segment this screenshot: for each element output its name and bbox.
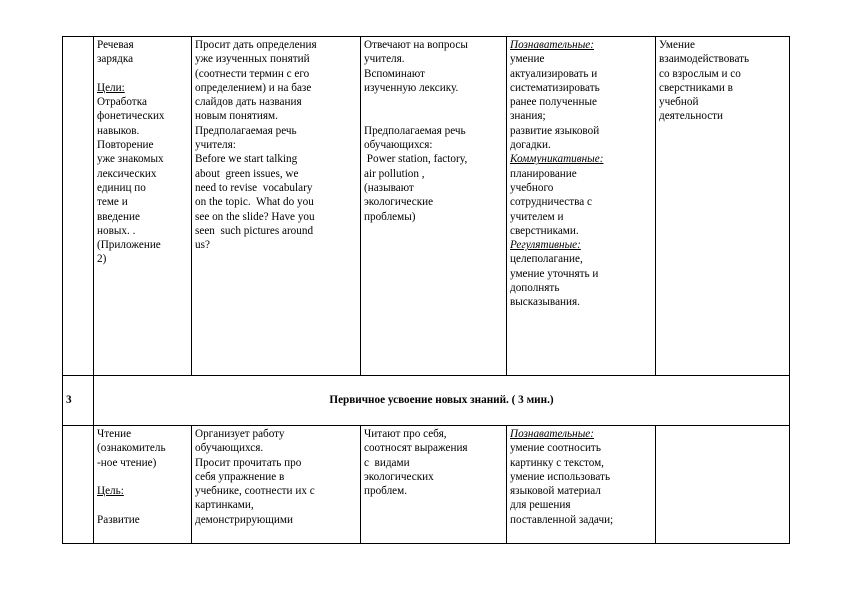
text-line: ранее полученные: [510, 96, 597, 109]
stage-number-cell: [63, 376, 94, 426]
text-line: единиц по: [97, 181, 146, 194]
text-line: догадки.: [510, 139, 551, 152]
text-line: с видами: [364, 456, 410, 469]
text-line: навыков.: [97, 124, 140, 137]
personal-results-cell: [656, 37, 790, 376]
uud-cognitive-label: Познавательные:: [510, 428, 594, 440]
text-line: учебной: [659, 96, 699, 109]
text-line: новым понятиям.: [195, 110, 278, 123]
text-line: зарядка: [97, 53, 134, 66]
text-line: лексических: [97, 167, 157, 180]
row-number-cell: [63, 37, 94, 376]
text-line: on the topic. What do you: [195, 196, 314, 209]
text-line: слайдов дать названия: [195, 96, 302, 109]
text-line: Power station, factory,: [364, 153, 468, 166]
teacher-activity-cell: [192, 37, 361, 376]
text-line: [97, 67, 188, 81]
text-line: us?: [195, 239, 210, 252]
uud-cognitive-text: [510, 441, 652, 527]
text-line: умение соотносить: [510, 442, 601, 455]
text-line: для решения: [510, 499, 571, 512]
lesson-plan-table: [62, 36, 790, 544]
uud-cell: [507, 426, 656, 544]
text-line: умение использовать: [510, 470, 611, 483]
text-line: Отработка: [97, 96, 147, 109]
text-line: учителя:: [195, 139, 236, 152]
student-activity-cell: [361, 37, 507, 376]
text-line: новых. .: [97, 224, 136, 237]
text-line: about green issues, we: [195, 167, 299, 180]
text-line: [97, 498, 188, 512]
text-line: целеполагание,: [510, 253, 583, 266]
uud-cell: [507, 37, 656, 376]
text-line: уже знакомых: [97, 153, 164, 166]
text-line: seen such pictures around: [195, 224, 314, 237]
text-line: [97, 470, 188, 484]
text-line: фонетических: [97, 110, 165, 123]
text-line: обучающихся.: [195, 442, 264, 455]
text-line: умение уточнять и: [510, 267, 599, 280]
table-row-speech-warmup: [63, 37, 790, 376]
text-line: уже изученных понятий: [195, 53, 310, 66]
text-line: поставленной задачи;: [510, 513, 614, 526]
text-line: введение: [97, 210, 140, 223]
text-line: сотрудничества с: [510, 196, 593, 209]
text-line: проблем.: [364, 485, 408, 498]
text-line: проблемы): [364, 210, 416, 223]
uud-communicative-text: [510, 167, 652, 238]
row-number-cell: [63, 426, 94, 544]
stage-cell: [94, 426, 192, 544]
text-line: экологические: [364, 196, 434, 209]
text-line: -ное чтение): [97, 456, 157, 469]
text-line: Умение: [659, 39, 695, 51]
text-line: со взрослым и со: [659, 67, 741, 80]
text-line: Before we start talking: [195, 153, 298, 166]
text-line: учебного: [510, 181, 554, 194]
text-line: учителем и: [510, 210, 564, 223]
text-line: изученную лексику.: [364, 81, 459, 94]
text-line: определением) и на базе: [195, 81, 312, 94]
text-line: [364, 109, 503, 123]
stage-title-cell: [94, 376, 790, 426]
text-line: (Приложение: [97, 239, 161, 252]
text-line: Читают про себя,: [364, 428, 447, 440]
text-line: языковой материал: [510, 485, 601, 498]
text-line: Цель:: [97, 485, 124, 498]
text-line: планирование: [510, 167, 577, 180]
uud-cognitive-label: Познавательные:: [510, 39, 594, 51]
stage-title: Первичное усвоение новых знаний. ( 3 мин.): [329, 394, 554, 407]
text-line: [364, 95, 503, 109]
text-line: (называют: [364, 181, 414, 194]
text-line: демонстрирующими: [195, 513, 293, 526]
text-line: актуализировать и: [510, 67, 598, 80]
text-line: Вспоминают: [364, 67, 425, 80]
text-line: высказывания.: [510, 296, 580, 309]
text-line: Речевая: [97, 39, 134, 51]
text-line: see on the slide? Have you: [195, 210, 315, 223]
text-line: соотносят выражения: [364, 442, 468, 455]
text-line: себя упражнение в: [195, 470, 285, 483]
text-line: Просит прочитать про: [195, 456, 302, 469]
text-line: Повторение: [97, 139, 154, 152]
text-line: Организует работу: [195, 428, 285, 440]
text-line: need to revise vocabulary: [195, 181, 313, 194]
text-line: Развитие: [97, 513, 140, 526]
text-line: систематизировать: [510, 81, 600, 94]
text-line: Цели:: [97, 81, 125, 94]
text-line: учебнике, соотнести их с: [195, 485, 315, 498]
text-line: Предполагаемая речь: [195, 124, 297, 137]
text-line: сверстниками.: [510, 224, 579, 237]
table-row-stage-header: [63, 376, 790, 426]
text-line: картинками,: [195, 499, 254, 512]
text-line: экологических: [364, 470, 434, 483]
table-row-reading: [63, 426, 790, 544]
text-line: Просит дать определения: [195, 39, 317, 51]
text-line: теме и: [97, 196, 128, 209]
text-line: 2): [97, 253, 107, 266]
text-line: (ознакомитель: [97, 442, 166, 455]
text-line: картинку с текстом,: [510, 456, 604, 469]
text-line: умение: [510, 53, 545, 66]
text-line: развитие языковой: [510, 124, 600, 137]
personal-results-cell: [656, 426, 790, 544]
uud-regulative-text: [510, 252, 652, 309]
stage-cell: [94, 37, 192, 376]
text-line: взаимодействовать: [659, 53, 750, 66]
text-line: дополнять: [510, 282, 560, 295]
text-line: обучающихся:: [364, 139, 433, 152]
uud-regulative-label: Регулятивные:: [510, 239, 581, 252]
text-line: Чтение: [97, 428, 132, 440]
student-activity-cell: [361, 426, 507, 544]
text-line: деятельности: [659, 110, 724, 123]
text-line: (соотнести термин с его: [195, 67, 310, 80]
text-line: сверстниками в: [659, 81, 733, 94]
text-line: знания;: [510, 110, 546, 123]
text-line: учителя.: [364, 53, 405, 66]
uud-cognitive-text: [510, 52, 652, 152]
uud-communicative-label: Коммуникативные:: [510, 153, 604, 166]
text-line: Отвечают на вопросы: [364, 39, 468, 51]
teacher-activity-cell: [192, 426, 361, 544]
text-line: Предполагаемая речь: [364, 124, 466, 137]
text-line: air pollution ,: [364, 167, 425, 180]
stage-number: 3: [66, 394, 72, 407]
